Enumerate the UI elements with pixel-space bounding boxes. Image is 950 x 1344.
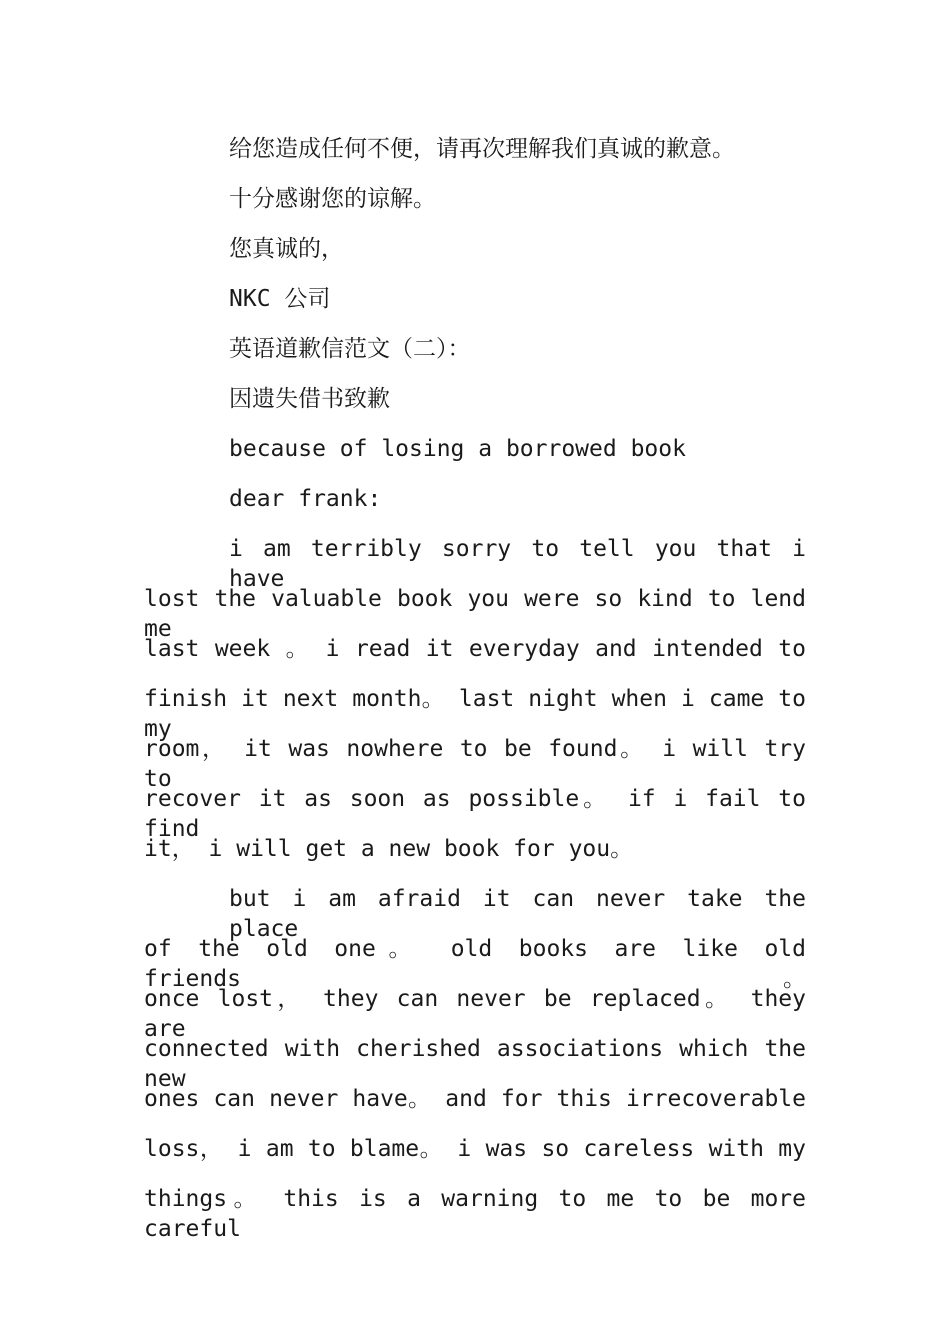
letter-title-chinese: 因遗失借书致歉 xyxy=(229,386,390,412)
text-line: once lost， they can never be replaced。 they are xyxy=(144,986,806,1042)
text-line: 您真诚的， xyxy=(229,236,344,262)
text-line: finish it next month。 last night when i came to my xyxy=(144,686,806,742)
text-line: room， it was nowhere to be found。 i will try to xyxy=(144,736,806,792)
paragraph-first-line: i am terribly sorry to tell you that i have xyxy=(229,536,806,592)
text-line: recover it as soon as possible。 if i fail to find xyxy=(144,786,806,842)
text-line: things。 this is a warning to me to be more careful xyxy=(144,1186,806,1242)
text-line: last week 。 i read it everyday and intended to xyxy=(144,636,806,662)
text-line: of the old one。 old books are like old friends。 xyxy=(144,936,806,992)
letter-title-english: because of losing a borrowed book xyxy=(229,436,686,462)
text-line: 十分感谢您的谅解。 xyxy=(229,186,436,212)
letter-salutation: dear frank: xyxy=(229,486,382,512)
section-heading: 英语道歉信范文（二）： xyxy=(229,336,471,362)
text-line: loss， i am to blame。 i was so careless with my xyxy=(144,1136,806,1162)
text-line: it， i will get a new book for you。 xyxy=(144,836,634,862)
text-line: lost the valuable book you were so kind to lend me xyxy=(144,586,806,642)
paragraph-first-line: but i am afraid it can never take the place xyxy=(229,886,806,942)
text-line: ones can never have。 and for this irrecoverable xyxy=(144,1086,806,1112)
text-line: 给您造成任何不便，请再次理解我们真诚的歉意。 xyxy=(229,136,735,162)
text-line: connected with cherished associations which the new xyxy=(144,1036,806,1092)
text-line: NKC 公司 xyxy=(229,286,331,312)
